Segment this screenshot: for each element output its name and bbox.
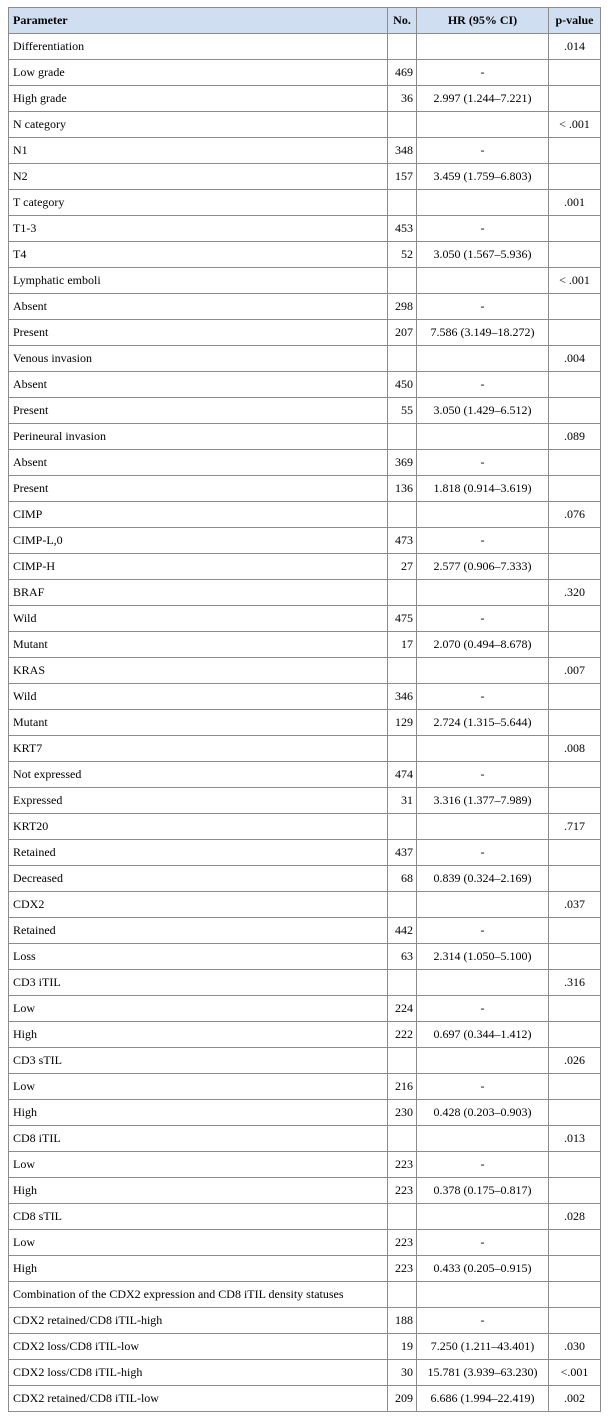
count-cell: 224 <box>388 996 417 1022</box>
table-row <box>9 528 601 554</box>
p-value-cell: .002 <box>549 1386 601 1412</box>
parameter-cell: High <box>9 1100 388 1126</box>
count-cell <box>388 1048 417 1074</box>
count-cell: 298 <box>388 294 417 320</box>
header-parameter: Parameter <box>9 8 388 34</box>
hazard-ratio-cell <box>417 580 549 606</box>
table-row <box>9 294 601 320</box>
parameter-cell: Loss <box>9 944 388 970</box>
hazard-ratio-cell <box>417 1204 549 1230</box>
count-cell: 473 <box>388 528 417 554</box>
hazard-ratio-cell <box>417 892 549 918</box>
parameter-cell: Wild <box>9 606 388 632</box>
parameter-cell: Perineural invasion <box>9 424 388 450</box>
table-row <box>9 164 601 190</box>
parameter-cell: KRAS <box>9 658 388 684</box>
p-value-cell: .717 <box>549 814 601 840</box>
p-value-cell: .076 <box>549 502 601 528</box>
count-cell: 216 <box>388 1074 417 1100</box>
parameter-cell: High <box>9 1022 388 1048</box>
parameter-cell: High <box>9 1256 388 1282</box>
count-cell: 129 <box>388 710 417 736</box>
p-value-cell <box>549 398 601 424</box>
hazard-ratio-cell: 0.839 (0.324–2.169) <box>417 866 549 892</box>
p-value-cell <box>549 996 601 1022</box>
p-value-cell: .030 <box>549 1334 601 1360</box>
hazard-ratio-cell: 7.250 (1.211–43.401) <box>417 1334 549 1360</box>
table-row <box>9 1048 601 1074</box>
hazard-ratio-cell: - <box>417 60 549 86</box>
p-value-cell <box>549 372 601 398</box>
hazard-ratio-cell: - <box>417 840 549 866</box>
hazard-ratio-cell: 3.050 (1.567–5.936) <box>417 242 549 268</box>
count-cell <box>388 34 417 60</box>
parameter-cell: Decreased <box>9 866 388 892</box>
p-value-cell <box>549 164 601 190</box>
hazard-ratio-cell: - <box>417 450 549 476</box>
count-cell: 63 <box>388 944 417 970</box>
hazard-ratio-cell: 2.070 (0.494–8.678) <box>417 632 549 658</box>
count-cell: 68 <box>388 866 417 892</box>
count-cell: 223 <box>388 1256 417 1282</box>
p-value-cell <box>549 476 601 502</box>
count-cell: 55 <box>388 398 417 424</box>
count-cell: 157 <box>388 164 417 190</box>
p-value-cell: .316 <box>549 970 601 996</box>
parameter-cell: Present <box>9 476 388 502</box>
parameter-cell: Low <box>9 1230 388 1256</box>
table-row <box>9 1204 601 1230</box>
parameter-cell: Low grade <box>9 60 388 86</box>
parameter-cell: BRAF <box>9 580 388 606</box>
table-row <box>9 554 601 580</box>
count-cell <box>388 658 417 684</box>
parameter-cell: CIMP <box>9 502 388 528</box>
count-cell <box>388 190 417 216</box>
table-row <box>9 86 601 112</box>
hazard-ratio-cell: 3.050 (1.429–6.512) <box>417 398 549 424</box>
table-row <box>9 1308 601 1334</box>
p-value-cell: .013 <box>549 1126 601 1152</box>
table-row <box>9 1282 601 1308</box>
parameter-cell: CD8 iTIL <box>9 1126 388 1152</box>
hazard-ratio-cell: 1.818 (0.914–3.619) <box>417 476 549 502</box>
parameter-cell: Present <box>9 320 388 346</box>
p-value-cell <box>549 788 601 814</box>
hazard-ratio-cell <box>417 112 549 138</box>
p-value-cell <box>549 606 601 632</box>
table-row <box>9 1360 601 1386</box>
table-row <box>9 138 601 164</box>
hazard-ratio-cell: - <box>417 918 549 944</box>
parameter-cell: Expressed <box>9 788 388 814</box>
parameter-cell: Retained <box>9 840 388 866</box>
count-cell <box>388 970 417 996</box>
header-hr: HR (95% CI) <box>417 8 549 34</box>
hazard-ratio-cell: - <box>417 528 549 554</box>
count-cell: 442 <box>388 918 417 944</box>
table-row <box>9 398 601 424</box>
hazard-ratio-cell: 0.697 (0.344–1.412) <box>417 1022 549 1048</box>
table-row <box>9 710 601 736</box>
table-row <box>9 346 601 372</box>
table-row <box>9 268 601 294</box>
table-row <box>9 944 601 970</box>
count-cell: 475 <box>388 606 417 632</box>
p-value-cell <box>549 866 601 892</box>
hazard-ratio-cell: - <box>417 1152 549 1178</box>
p-value-cell <box>549 840 601 866</box>
p-value-cell: .008 <box>549 736 601 762</box>
table-row <box>9 1334 601 1360</box>
count-cell <box>388 424 417 450</box>
parameter-cell: Mutant <box>9 632 388 658</box>
hazard-ratio-cell: - <box>417 762 549 788</box>
header-no: No. <box>388 8 417 34</box>
header-row <box>9 8 601 34</box>
parameter-cell: CDX2 <box>9 892 388 918</box>
count-cell <box>388 892 417 918</box>
count-cell <box>388 1282 417 1308</box>
count-cell <box>388 112 417 138</box>
hazard-ratio-cell: - <box>417 294 549 320</box>
hazard-ratio-cell: 2.724 (1.315–5.644) <box>417 710 549 736</box>
p-value-cell: < .001 <box>549 112 601 138</box>
parameter-cell: CDX2 retained/CD8 iTIL-low <box>9 1386 388 1412</box>
parameter-cell: Absent <box>9 372 388 398</box>
count-cell: 27 <box>388 554 417 580</box>
count-cell: 346 <box>388 684 417 710</box>
parameter-cell: Not expressed <box>9 762 388 788</box>
parameter-cell: Mutant <box>9 710 388 736</box>
hazard-ratio-cell <box>417 34 549 60</box>
count-cell <box>388 502 417 528</box>
parameter-cell: High grade <box>9 86 388 112</box>
table-row <box>9 840 601 866</box>
hazard-ratio-cell <box>417 190 549 216</box>
p-value-cell <box>549 554 601 580</box>
p-value-cell <box>549 632 601 658</box>
parameter-cell: Lymphatic emboli <box>9 268 388 294</box>
p-value-cell <box>549 294 601 320</box>
hazard-ratio-cell: - <box>417 372 549 398</box>
table-row <box>9 606 601 632</box>
parameter-cell: T1-3 <box>9 216 388 242</box>
parameter-cell: N2 <box>9 164 388 190</box>
parameter-cell: N1 <box>9 138 388 164</box>
table-row <box>9 1178 601 1204</box>
table-row <box>9 658 601 684</box>
parameter-cell: CIMP-H <box>9 554 388 580</box>
table-row <box>9 502 601 528</box>
p-value-cell: .037 <box>549 892 601 918</box>
parameter-cell: CIMP-L,0 <box>9 528 388 554</box>
table-row <box>9 1152 601 1178</box>
p-value-cell <box>549 320 601 346</box>
parameter-cell: T category <box>9 190 388 216</box>
p-value-cell <box>549 216 601 242</box>
hazard-ratio-cell <box>417 658 549 684</box>
p-value-cell <box>549 1152 601 1178</box>
p-value-cell <box>549 762 601 788</box>
parameter-cell: KRT20 <box>9 814 388 840</box>
p-value-cell <box>549 684 601 710</box>
hazard-ratio-cell: 7.586 (3.149–18.272) <box>417 320 549 346</box>
p-value-cell <box>549 1100 601 1126</box>
table-header <box>9 8 601 34</box>
p-value-cell: .026 <box>549 1048 601 1074</box>
p-value-cell <box>549 1074 601 1100</box>
hazard-ratio-cell: - <box>417 1308 549 1334</box>
parameter-cell: Wild <box>9 684 388 710</box>
p-value-cell <box>549 1022 601 1048</box>
parameter-cell: Combination of the CDX2 expression and CD8 iTIL density statuses <box>9 1282 388 1308</box>
hazard-ratio-cell <box>417 346 549 372</box>
count-cell: 19 <box>388 1334 417 1360</box>
count-cell: 17 <box>388 632 417 658</box>
count-cell: 450 <box>388 372 417 398</box>
hazard-ratio-cell: - <box>417 138 549 164</box>
hazard-ratio-cell <box>417 1282 549 1308</box>
hazard-ratio-cell <box>417 424 549 450</box>
table-row <box>9 1230 601 1256</box>
p-value-cell <box>549 710 601 736</box>
count-cell: 209 <box>388 1386 417 1412</box>
parameter-cell: KRT7 <box>9 736 388 762</box>
p-value-cell <box>549 86 601 112</box>
p-value-cell: .007 <box>549 658 601 684</box>
parameter-cell: Low <box>9 1152 388 1178</box>
hazard-ratio-cell: 0.378 (0.175–0.817) <box>417 1178 549 1204</box>
table-row <box>9 34 601 60</box>
parameter-cell: Low <box>9 996 388 1022</box>
hazard-ratio-cell: - <box>417 1230 549 1256</box>
p-value-cell: <.001 <box>549 1360 601 1386</box>
table-row <box>9 996 601 1022</box>
table-row <box>9 1100 601 1126</box>
hazard-ratio-cell <box>417 268 549 294</box>
hazard-ratio-table <box>8 7 601 1412</box>
header-p-value: p-value <box>549 8 601 34</box>
hazard-ratio-cell: 3.316 (1.377–7.989) <box>417 788 549 814</box>
count-cell <box>388 268 417 294</box>
p-value-cell <box>549 450 601 476</box>
count-cell <box>388 1126 417 1152</box>
hazard-ratio-cell: - <box>417 1074 549 1100</box>
hazard-ratio-cell: 0.428 (0.203–0.903) <box>417 1100 549 1126</box>
p-value-cell <box>549 1178 601 1204</box>
count-cell <box>388 1204 417 1230</box>
count-cell: 207 <box>388 320 417 346</box>
parameter-cell: CD3 iTIL <box>9 970 388 996</box>
count-cell: 230 <box>388 1100 417 1126</box>
table-row <box>9 190 601 216</box>
parameter-cell: Low <box>9 1074 388 1100</box>
count-cell: 453 <box>388 216 417 242</box>
hazard-ratio-cell: 0.433 (0.205–0.915) <box>417 1256 549 1282</box>
hazard-ratio-cell <box>417 970 549 996</box>
table-row <box>9 580 601 606</box>
table-body <box>9 34 601 1412</box>
table-row <box>9 866 601 892</box>
count-cell <box>388 736 417 762</box>
table-row <box>9 450 601 476</box>
table-row <box>9 632 601 658</box>
count-cell: 223 <box>388 1152 417 1178</box>
p-value-cell: .001 <box>549 190 601 216</box>
parameter-cell: Venous invasion <box>9 346 388 372</box>
table-row <box>9 112 601 138</box>
p-value-cell <box>549 528 601 554</box>
hazard-ratio-cell <box>417 736 549 762</box>
count-cell: 52 <box>388 242 417 268</box>
p-value-cell: .004 <box>549 346 601 372</box>
table-row <box>9 424 601 450</box>
hazard-ratio-cell: 15.781 (3.939–63.230) <box>417 1360 549 1386</box>
parameter-cell: T4 <box>9 242 388 268</box>
count-cell: 474 <box>388 762 417 788</box>
count-cell: 348 <box>388 138 417 164</box>
count-cell: 136 <box>388 476 417 502</box>
table-row <box>9 1074 601 1100</box>
table-row <box>9 918 601 944</box>
p-value-cell: .028 <box>549 1204 601 1230</box>
count-cell: 469 <box>388 60 417 86</box>
p-value-cell: .320 <box>549 580 601 606</box>
table-row <box>9 476 601 502</box>
count-cell <box>388 346 417 372</box>
parameter-cell: CD3 sTIL <box>9 1048 388 1074</box>
table-row <box>9 1126 601 1152</box>
parameter-cell: CDX2 loss/CD8 iTIL-high <box>9 1360 388 1386</box>
count-cell: 36 <box>388 86 417 112</box>
parameter-cell: High <box>9 1178 388 1204</box>
count-cell: 222 <box>388 1022 417 1048</box>
parameter-cell: N category <box>9 112 388 138</box>
hazard-ratio-cell <box>417 1126 549 1152</box>
table-row <box>9 60 601 86</box>
parameter-cell: Retained <box>9 918 388 944</box>
count-cell: 188 <box>388 1308 417 1334</box>
p-value-cell <box>549 242 601 268</box>
parameter-cell: CDX2 retained/CD8 iTIL-high <box>9 1308 388 1334</box>
p-value-cell <box>549 138 601 164</box>
p-value-cell <box>549 1308 601 1334</box>
p-value-cell <box>549 1256 601 1282</box>
count-cell <box>388 814 417 840</box>
hazard-ratio-cell: 2.314 (1.050–5.100) <box>417 944 549 970</box>
hazard-ratio-cell: 3.459 (1.759–6.803) <box>417 164 549 190</box>
table-row <box>9 320 601 346</box>
hazard-ratio-cell: - <box>417 684 549 710</box>
table-row <box>9 1022 601 1048</box>
table-row <box>9 1386 601 1412</box>
p-value-cell <box>549 1230 601 1256</box>
hazard-ratio-cell: 6.686 (1.994–22.419) <box>417 1386 549 1412</box>
count-cell: 369 <box>388 450 417 476</box>
parameter-cell: CD8 sTIL <box>9 1204 388 1230</box>
hazard-ratio-cell: - <box>417 606 549 632</box>
parameter-cell: Absent <box>9 450 388 476</box>
count-cell: 31 <box>388 788 417 814</box>
p-value-cell: < .001 <box>549 268 601 294</box>
table-container <box>8 7 601 1412</box>
table-row <box>9 1256 601 1282</box>
p-value-cell: .014 <box>549 34 601 60</box>
table-row <box>9 970 601 996</box>
count-cell: 30 <box>388 1360 417 1386</box>
table-row <box>9 372 601 398</box>
p-value-cell <box>549 918 601 944</box>
count-cell <box>388 580 417 606</box>
parameter-cell: Present <box>9 398 388 424</box>
hazard-ratio-cell: 2.997 (1.244–7.221) <box>417 86 549 112</box>
table-row <box>9 242 601 268</box>
hazard-ratio-cell <box>417 502 549 528</box>
table-row <box>9 684 601 710</box>
table-row <box>9 762 601 788</box>
count-cell: 223 <box>388 1178 417 1204</box>
table-row <box>9 216 601 242</box>
p-value-cell <box>549 1282 601 1308</box>
count-cell: 223 <box>388 1230 417 1256</box>
table-row <box>9 892 601 918</box>
hazard-ratio-cell: - <box>417 216 549 242</box>
table-row <box>9 736 601 762</box>
table-row <box>9 814 601 840</box>
hazard-ratio-cell: 2.577 (0.906–7.333) <box>417 554 549 580</box>
p-value-cell <box>549 944 601 970</box>
hazard-ratio-cell <box>417 1048 549 1074</box>
count-cell: 437 <box>388 840 417 866</box>
parameter-cell: CDX2 loss/CD8 iTIL-low <box>9 1334 388 1360</box>
hazard-ratio-cell: - <box>417 996 549 1022</box>
table-row <box>9 788 601 814</box>
hazard-ratio-cell <box>417 814 549 840</box>
p-value-cell: .089 <box>549 424 601 450</box>
parameter-cell: Differentiation <box>9 34 388 60</box>
p-value-cell <box>549 60 601 86</box>
parameter-cell: Absent <box>9 294 388 320</box>
